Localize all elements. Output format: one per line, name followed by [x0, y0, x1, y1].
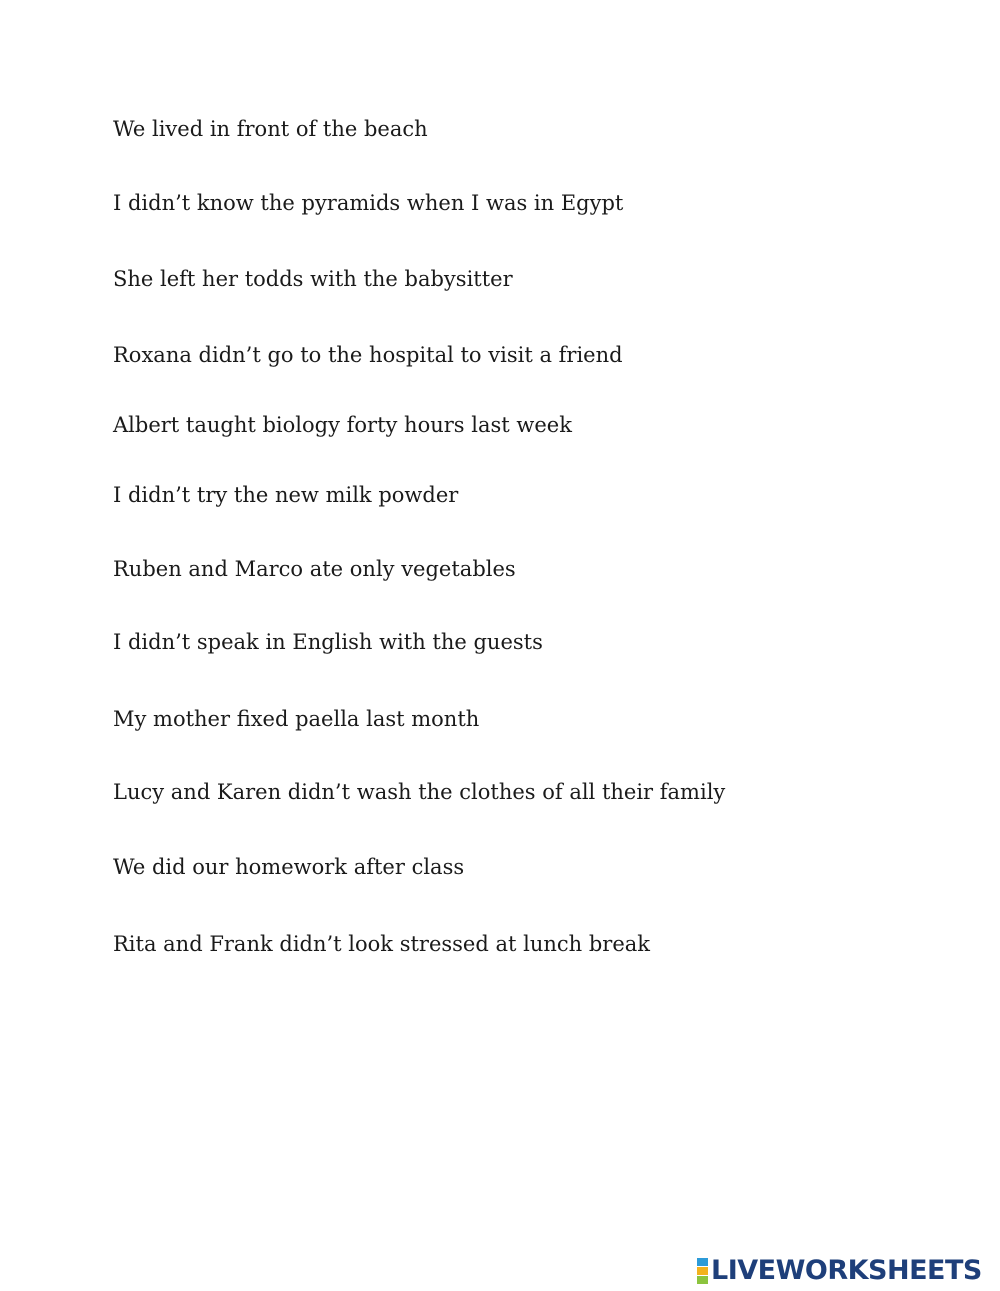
sentence-2: I didn’t know the pyramids when I was in Egypt — [113, 191, 624, 215]
sentence-1: We lived in front of the beach — [113, 117, 428, 141]
liveworksheets-brand — [697, 1256, 982, 1286]
liveworksheets-logo-icon — [697, 1258, 708, 1284]
sentence-4: Roxana didn’t go to the hospital to visit a friend — [113, 343, 623, 367]
sentence-8: I didn’t speak in English with the guests — [113, 630, 543, 654]
sentence-3: She left her todds with the babysitter — [113, 267, 513, 291]
sentence-12: Rita and Frank didn’t look stressed at lunch break — [113, 932, 650, 956]
sentence-7: Ruben and Marco ate only vegetables — [113, 557, 516, 581]
brand-name: LIVEWORKSHEETS — [711, 1255, 982, 1286]
sentence-9: My mother fixed paella last month — [113, 707, 480, 731]
sentence-10: Lucy and Karen didn’t wash the clothes of all their family — [113, 780, 726, 804]
sentence-5: Albert taught biology forty hours last week — [113, 413, 572, 437]
sentence-6: I didn’t try the new milk powder — [113, 483, 459, 507]
sentence-11: We did our homework after class — [113, 855, 465, 879]
